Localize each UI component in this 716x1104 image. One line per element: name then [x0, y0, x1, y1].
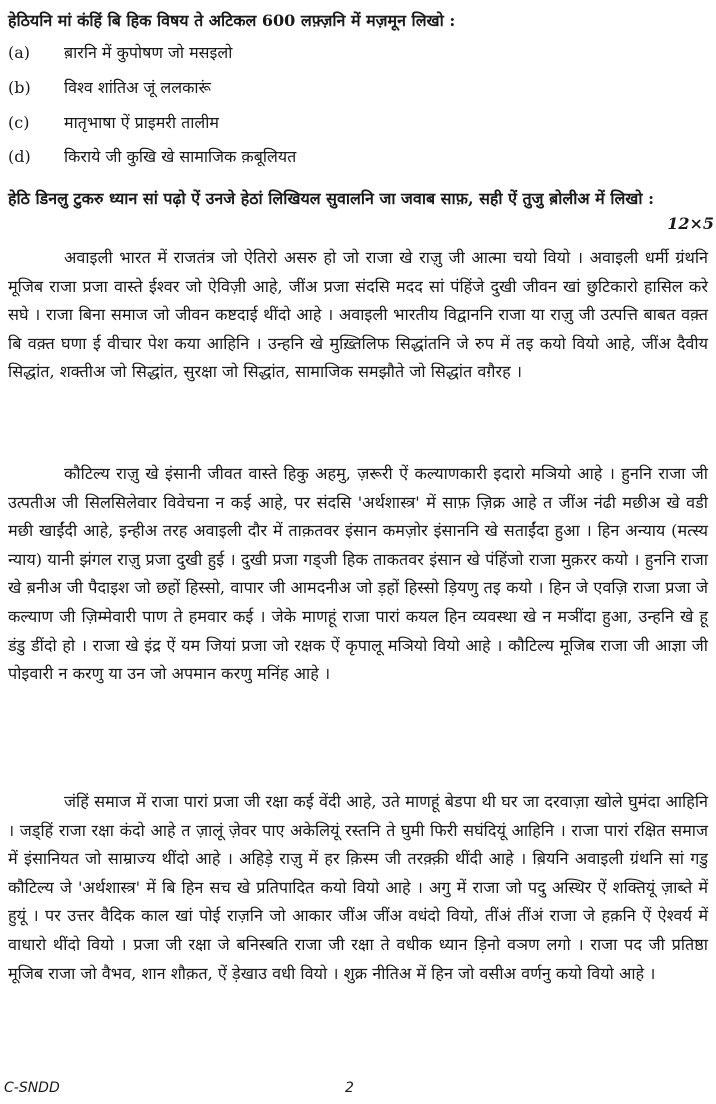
passage-paragraph-3: जंहिं समाज में राजा पारां प्रजा जी रक्षा कई वेंदी आहे, उते माणहूं बेडपा थी घर जा दरवाज़ा खोले घुमंदा आहिनि । जड्हिं राजा रक्षा कंदो आहे त ज़ालूं ज़ेवर पाए अकेलियूं रस्तनि ते घुमी फिरी सघंदियूं आहिनि । राजा पारां रक्षित समाज में इंसानियत जो साम्राज्य थींदो आहे । अहिड़े राज़ु में हर क़िस्म जी तरक़्क़ी थींदी आहे । ब़ियनि अवाइली ग्रंथनि सां गडु कौटिल्य जे 'अर्थशास्त्र' में बि हिन सच खे प्रतिपादित कयो वियो आहे । अगु में राजा जो पदु अस्थिर ऐं शक्तियूं ज़ाब्ते में हुयूं । पर उत्तर वैदिक काल खां पोई राज़नि जो आकार जींअ जींअ वधंदो वियो, तींअं तींअं राजा जे हक़नि ऐं ऐश्वर्य में वाधारो थींदो वियो । प्रजा जी रक्षा जे बनिस्बति राजा जी रक्षा ते वधीक ध्यान ड़िनो वञण लगो । राजा पद जी प्रतिष्ठा मूजिब राजा जो वैभव, शान शौक़त, ऐं ड़ेखाउ वधी वियो । शुक्र नीतिअ में हिन जो वसीअ वर्णनु कयो वियो आहे । — [8, 792, 708, 983]
option-text: विश्व शांतिअ जूं ललकारूं — [64, 78, 211, 97]
option-label: (c) — [8, 113, 30, 132]
option-text: ब़ारनि में कुपोषण जो मसइलो — [64, 43, 233, 62]
option-d — [8, 146, 296, 168]
option-label: (b) — [8, 78, 31, 97]
option-label: (d) — [8, 147, 31, 166]
option-text: मातृभाषा ऐं प्राइमरी तालीम — [64, 113, 219, 132]
option-c — [8, 112, 219, 134]
option-a — [8, 42, 232, 64]
option-b — [8, 77, 211, 99]
marks-label: 12×5 — [667, 214, 714, 233]
essay-question-heading: हेठियनि मां कंहिं बि हिक विषय ते अटिकल 600 लफ़्ज़नि में मज़मून लिखो : — [8, 11, 456, 30]
passage-question-heading: हेठि डिनलु टुकरु ध्यान सां पढ़ो ऐं उनजे हेठां लिखियल सुवालनि जा जवाब साफ़, सही ऐं तुजु ब़ोलीअ में लिखो : — [8, 189, 655, 208]
passage-paragraph-2: कौटिल्य राज़ु खे इंसानी जीवत वास्ते हिकु अहमु, ज़रूरी ऐं कल्याणकारी इदारो मञियो आहे । हुननि राजा जी उत्पतीअ जी सिलसिलेवार विवेचना न कई आहे, पर संदसि 'अर्थशास्त्र' में साफ़ ज़िक्र आहे त जींअ नंढी मछीअ खे वडी मछी खाईंदी आहे, इन्हीअ तरह अवाइली दौर में ताक़तवर इंसान कमज़ोर इंसाननि खे सताईंदा हुआ । हिन अन्याय (मत्स्य न्याय) यानी झंगल राज़ु प्रजा दुखी हुई । दुखी प्रजा गड्जी हिक ताकतवर इंसान खे पंहिंजो राजा मुक़रर कयो । हुननि राजा खे ब़नीअ जी पैदाइश जो छहों हिस्सो, वापार जी आमदनीअ जो ड़हों हिस्सो ड़ियणु तइ कयो । हिन जे एवज़ि राजा प्रजा जे कल्याण जी ज़िम्मेवारी पाण ते हमवार कई । जेके माणहूं राजा पारां कयल हिन व्यवस्था खे न मञींदा हुआ, उन्हनि खे हू डंडु डींदो हो । राजा खे इंद्र ऐं यम जियां प्रजा जो रक्षक ऐं कृपालू मञियो वियो आहे । कौटिल्य मूजिब राजा जी आज्ञा जी पोइवारी न करणु या उन जो अपमान करणु मनिंह आहे । — [8, 464, 708, 684]
page-number: 2 — [345, 1080, 354, 1096]
option-text: किराये जी कुखि खे सामाजिक क़बूलियत — [64, 147, 297, 166]
passage-paragraph-1: अवाइली भारत में राजतंत्र जो ऐतिरो असरु हो जो राजा खे राज़ु जी आत्मा चयो वियो । अवाइली धर्मी ग्रंथनि मूजिब राजा प्रजा वास्ते ईश्वर जो ऐविज़ी आहे, जींअ प्रजा संदसि मदद सां पंहिंजे दुखी जीवन खां छुटिकारो हासिल करे सघे । राजा बिना समाज जो जीवन कष्टदाई थींदो आहे । अवाइली भारतीय विद्वाननि राजा या राज़ु जी उत्पत्ति बाबत वक़्त बि वक़्त घणा ई वीचार पेश कया आहिनि । उन्हनि खे मुख़्तिलिफ सिद्धांतनि जे रुप में तइ कयो वियो आहे, जींअ दैवीय सिद्धांत, शक्तीअ जो सिद्धांत, सुरक्षा जो सिद्धांत, सामाजिक समझौते जो सिद्धांत वग़ैरह । — [8, 248, 708, 382]
option-label: (a) — [8, 43, 31, 62]
paper-code: C-SNDD — [4, 1080, 60, 1096]
